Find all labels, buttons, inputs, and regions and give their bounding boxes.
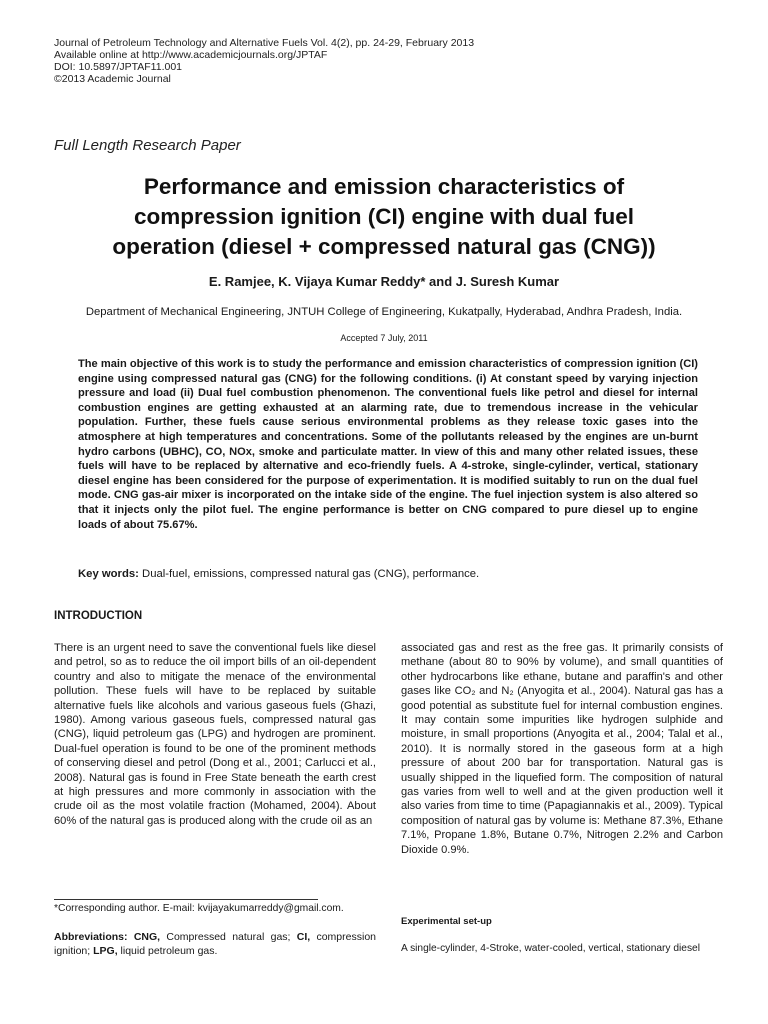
abstract: The main objective of this work is to study the performance and emission characteristics of compression ignition (CI) engine using compressed natural gas (CNG) for the following conditions. (i) At constant speed by varying injection pressure and load (ii) Dual fuel combustion phenomenon. The conventional fuels like petrol and diesel for internal combustion engines are getting exhausted at an alarming rate, due to tremendous increase in the vehicular population. Further, these fuels cause serious environmental problems as they release toxic gases into the atmosphere at high temperatures and concentrations. Some of the pollutants released by the engines are un-burnt hydro carbons (UBHC), CO, NOx, smoke and particulate matter. In view of this and many other related issues, these fuels will have to be replaced by alternative and eco-friendly fuels. A 4-stroke, single-cylinder, vertical, stationary diesel engine has been considered for the purpose of experimentation. It is modified suitably to run on the dual fuel mode. CNG gas-air mixer is incorporated on the intake side of the engine. The fuel injection system is also altered so that it injects only the pilot fuel. The engine performance is better on CNG compared to pure diesel up to engine loads of about 75.67%. [78, 358, 698, 531]
keywords [78, 568, 698, 580]
footnote-divider [54, 899, 318, 900]
title-line: operation (diesel + compressed natural gas (CNG)) [112, 234, 656, 259]
journal-copyright: ©2013 Academic Journal [54, 73, 171, 85]
title-line: compression ignition (CI) engine with dual fuel [133, 204, 634, 229]
abbreviation-term: LPG, [93, 945, 118, 957]
abbreviation-term: CI, [296, 931, 311, 943]
experimental-setup-text: A single-cylinder, 4-Stroke, water-cooled, vertical, stationary diesel [401, 943, 700, 954]
abbreviation-definition: Compressed natural gas; [160, 931, 297, 943]
keywords-text: Dual-fuel, emissions, compressed natural gas (CNG), performance. [138, 568, 480, 580]
abbreviation-term: CNG, [133, 931, 161, 943]
authors: E. Ramjee, K. Vijaya Kumar Reddy* and J. Suresh Kumar [208, 274, 560, 289]
abbreviations [54, 930, 376, 958]
introduction-right-column: associated gas and rest as the free gas. It primarily consists of methane (about 80 to 90% by volume), and small quantities of other hydrocarbons like ethane, butane and paraffin's and other gases like CO₂ and N₂ (Anyogita et al., 2004). Natural gas has a good potential as substitute fuel for internal combustion engines. It may contain some impurities like hydrogen sulphide and moisture, in small proportions (Anyogita et al., 2004; Talal et al., 2010). It is normally stored in the gaseous form at a high pressure of about 200 bar for transportation. Natural gas is usually shipped in the liquefied form. The composition of natural gas varies from well to well and at the given production well it also varies from time to time (Papagiannakis et al., 2009). Typical composition of natural gas by volume is: Methane 87.3%, Ethane 7.1%, Propane 1.8%, Butane 0.7%, Nitrogen 2.2% and Carbon Dioxide 0.9%. [401, 642, 723, 856]
introduction-left-column: There is an urgent need to save the conventional fuels like diesel and petrol, so as to reduce the oil import bills of an oil-dependent country and also to mitigate the menace of the environmental pollution. These fuels will have to be replaced by suitable alternative fuels like alcohols and various gaseous fuels (Ghazi, 1980). Among various gaseous fuels, compressed natural gas (CNG), liquid petroleum gas (LPG) and hydrogen are prominent. Dual-fuel operation is found to be one of the prominent methods of conserving diesel and petrol (Dong et al., 2001; Carlucci et al., 2008). Natural gas is found in Free State beneath the earth crest at high pressures and more commonly in association with the crude oil as the most volatile fraction (Mohamed, 2004). About 60% of the natural gas is produced along with the crude oil as an [54, 642, 376, 827]
paper-type: Full Length Research Paper [54, 137, 241, 154]
corresponding-author-footnote: *Corresponding author. E-mail: kvijayakumarreddy@gmail.com. [54, 903, 344, 914]
journal-citation: Journal of Petroleum Technology and Alternative Fuels Vol. 4(2), pp. 24-29, February 2013 [54, 37, 475, 49]
accepted-date: Accepted 7 July, 2011 [340, 333, 428, 343]
abbreviation-definition: liquid petroleum gas. [117, 945, 218, 957]
keywords-label: Key words: [78, 568, 139, 580]
affiliation: Department of Mechanical Engineering, JNTUH College of Engineering, Kukatpally, Hyderabad, Andhra Pradesh, India. [85, 306, 683, 318]
journal-header [54, 37, 474, 85]
journal-availability: Available online at http://www.academicjournals.org/JPTAF [54, 49, 328, 61]
journal-doi: DOI: 10.5897/JPTAF11.001 [54, 61, 183, 73]
experimental-setup-heading: Experimental set-up [401, 916, 492, 927]
abbreviations-label: Abbreviations: [54, 931, 128, 943]
title-line: Performance and emission characteristics of [143, 174, 625, 199]
paper-title [60, 172, 708, 262]
introduction-heading: INTRODUCTION [54, 610, 143, 622]
abbreviation-definition: compression ignition; [54, 931, 376, 957]
